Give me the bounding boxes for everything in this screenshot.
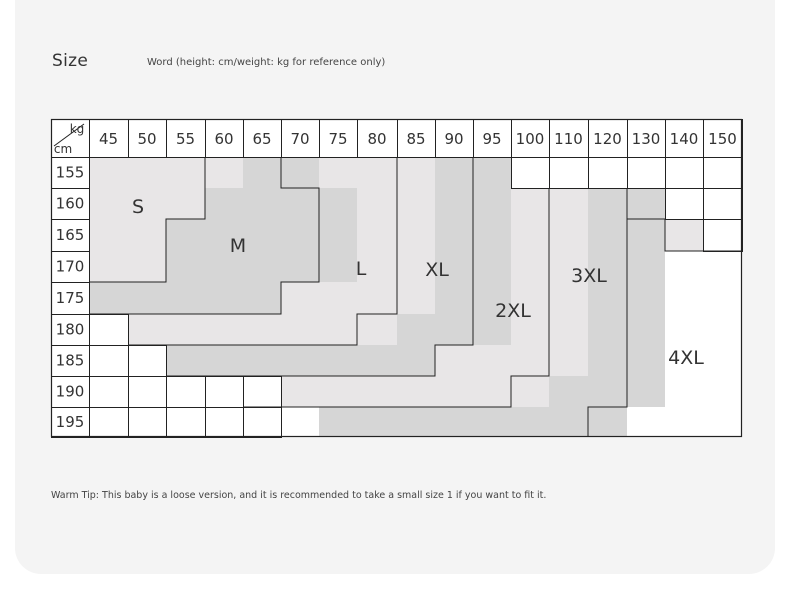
size-region-l	[319, 157, 435, 188]
size-region-l	[357, 251, 435, 282]
size-label-m: M	[229, 235, 247, 257]
size-region-2xl	[281, 376, 549, 407]
size-region-m	[205, 188, 357, 219]
size-region-xl	[397, 314, 511, 345]
size-region-4xl	[665, 219, 703, 251]
size-region-m	[89, 282, 281, 314]
height-label: 170	[55, 257, 85, 276]
weight-label: 80	[367, 130, 387, 148]
height-label: 155	[55, 163, 85, 182]
weight-label: 65	[252, 130, 272, 148]
height-label: 195	[55, 413, 85, 431]
size-label-s: S	[131, 196, 145, 218]
size-region-s	[89, 188, 205, 219]
weight-label: 95	[482, 130, 502, 148]
size-region-2xl	[435, 345, 588, 376]
size-region-m	[166, 219, 357, 251]
weight-label: 110	[554, 130, 583, 148]
size-region-m	[166, 251, 357, 282]
weight-label: 60	[214, 130, 234, 148]
size-region-l	[357, 219, 435, 251]
weight-label: 70	[290, 130, 310, 148]
weight-label: 75	[328, 130, 348, 148]
size-label-xl: XL	[425, 259, 449, 281]
height-label: 160	[55, 194, 85, 213]
size-region-s	[89, 219, 166, 251]
weight-label: 55	[175, 130, 196, 148]
weight-label: 150	[708, 130, 737, 148]
size-region-l	[281, 282, 435, 314]
weight-label: 45	[98, 130, 119, 148]
weight-label: 120	[593, 130, 622, 148]
size-region-s	[89, 157, 243, 188]
weight-label: 50	[137, 130, 157, 148]
size-label-3xl: 3XL	[571, 265, 607, 287]
warm-tip: Warm Tip: This baby is a loose version, and it is recommended to take a small size 1 if you want to fit it.	[51, 490, 547, 501]
weight-label: 140	[669, 130, 699, 148]
weight-label: 130	[631, 130, 661, 148]
size-region-s	[89, 251, 166, 282]
size-region-3xl	[319, 407, 627, 437]
size-region-3xl	[549, 376, 665, 407]
size-label-4xl: 4XL	[668, 347, 704, 369]
corner-kg-label: kg	[69, 122, 85, 136]
height-label: 175	[55, 289, 85, 307]
height-label: 190	[55, 382, 85, 401]
size-region-xl	[166, 345, 435, 376]
height-label: 185	[55, 351, 85, 370]
size-label-2xl: 2XL	[495, 300, 531, 322]
height-label: 180	[55, 320, 85, 339]
weight-label: 100	[515, 130, 545, 148]
weight-label: 85	[406, 130, 426, 148]
weight-label: 90	[444, 130, 464, 148]
corner-cm-label: cm	[53, 142, 73, 156]
size-label-l: L	[355, 258, 367, 280]
size-region-l	[357, 188, 435, 219]
page-title: Size	[52, 51, 89, 71]
height-label: 165	[55, 226, 85, 244]
page-subtitle: Word (height: cm/weight: kg for reference only)	[147, 57, 386, 68]
